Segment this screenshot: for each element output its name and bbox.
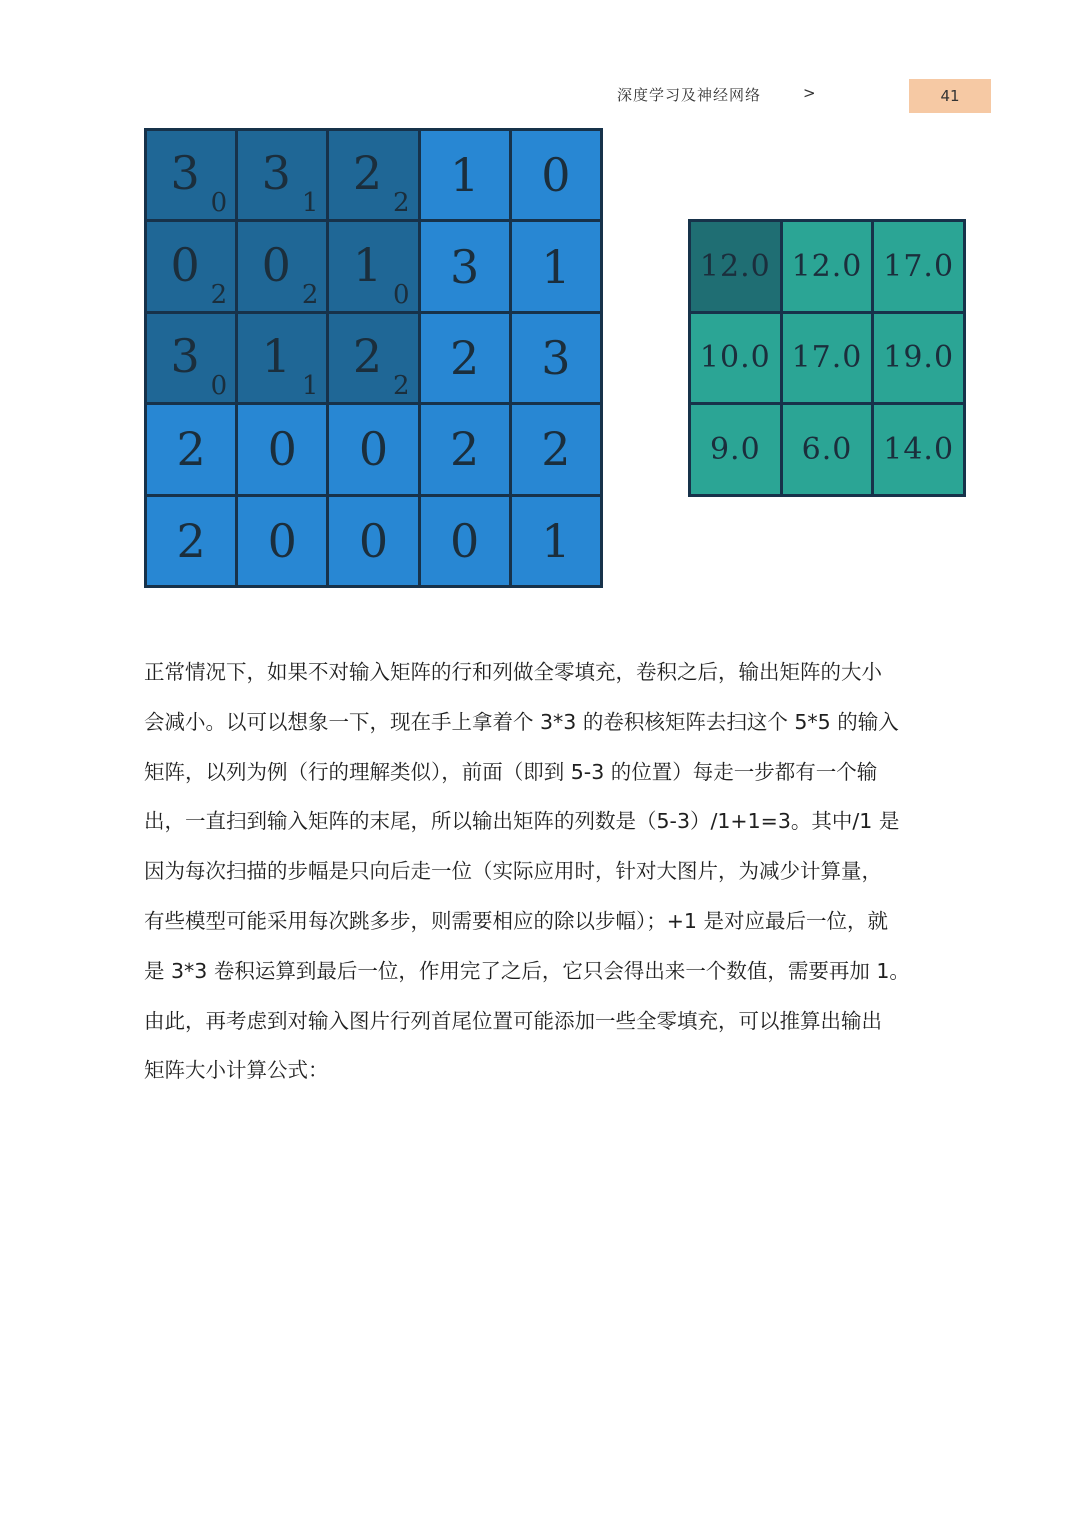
- input-matrix-cell: [512, 497, 600, 585]
- input-cell-value: 0: [358, 422, 389, 477]
- input-cell-value: 2: [176, 422, 206, 477]
- input-cell-value: 0: [267, 513, 297, 568]
- body-line: 正常情况下，如果不对输入矩阵的行和列做全零填充，卷积之后，输出矩阵的大小: [144, 660, 882, 684]
- input-matrix-cell: [512, 314, 600, 402]
- input-matrix-cell: [421, 222, 509, 310]
- input-matrix-cell: [147, 497, 235, 585]
- body-line: 因为每次扫描的步幅是只向后走一位（实际应用时，针对大图片，为减少计算量，: [144, 859, 882, 884]
- output-matrix-cell: 12.0: [691, 222, 780, 311]
- input-cell-value: 2: [176, 513, 206, 568]
- body-line: 是 3*3 卷积运算到最后一位，作用完了之后，它只会得出来一个数值，需要再加 1。: [144, 958, 910, 983]
- input-cell-value: 2: [352, 328, 383, 383]
- input-cell-value: 1: [541, 239, 571, 294]
- input-matrix-cell: [329, 222, 417, 310]
- kernel-weight: 1: [301, 188, 319, 219]
- output-matrix-cell: 10.0: [691, 314, 780, 403]
- input-matrix-cell: [329, 405, 417, 493]
- kernel-weight: 2: [301, 279, 319, 310]
- input-cell-value: 0: [450, 513, 480, 568]
- input-matrix-cell: [512, 222, 600, 310]
- body-line: 出，一直扫到输入矩阵的末尾，所以输出矩阵的列数是（5-3）/1+1=3。其中/1 是: [144, 809, 900, 834]
- input-cell-value: 1: [450, 148, 480, 203]
- header-arrow: >: [803, 84, 816, 102]
- body-line: 由此，再考虑到对输入图片行列首尾位置可能添加一些全零填充，可以推算出输出: [144, 1008, 882, 1033]
- input-matrix-cell: [238, 497, 326, 585]
- input-matrix-cell: [512, 405, 600, 493]
- page-number-badge: 41: [909, 79, 991, 113]
- input-cell-value: 3: [541, 330, 571, 385]
- input-cell-value: 3: [450, 239, 480, 294]
- input-cell-value: 3: [261, 146, 291, 201]
- input-cell-value: 2: [352, 146, 383, 201]
- input-matrix: [144, 128, 603, 588]
- kernel-weight: 2: [210, 279, 228, 310]
- output-matrix-cell: 12.0: [783, 222, 872, 311]
- input-cell-value: 0: [261, 237, 291, 292]
- body-paragraph: [144, 648, 939, 1096]
- input-matrix-cell: [329, 314, 417, 402]
- input-matrix-cell: [147, 405, 235, 493]
- input-matrix-cell: [238, 131, 326, 219]
- input-cell-value: 2: [541, 422, 571, 477]
- input-matrix-cell: [238, 405, 326, 493]
- input-matrix-cell: [421, 405, 509, 493]
- input-cell-value: 0: [267, 422, 297, 477]
- kernel-weight: 0: [393, 279, 410, 310]
- output-matrix: [688, 219, 966, 497]
- body-line: 会减小。以可以想象一下，现在手上拿着个 3*3 的卷积核矩阵去扫这个 5*5 的输入: [144, 709, 899, 734]
- output-matrix-cell: 17.0: [783, 314, 872, 403]
- kernel-weight: 0: [210, 188, 228, 219]
- body-line: 矩阵，以列为例（行的理解类似），前面（即到 5-3 的位置）每走一步都有一个输: [144, 759, 878, 784]
- input-cell-value: 2: [450, 422, 480, 477]
- input-matrix-cell: [147, 314, 235, 402]
- input-matrix-cell: [421, 314, 509, 402]
- input-cell-value: 1: [261, 328, 291, 383]
- output-matrix-cell: 9.0: [691, 405, 780, 494]
- input-matrix-cell: [329, 131, 417, 219]
- input-cell-value: 3: [170, 146, 200, 201]
- input-cell-value: 1: [352, 237, 383, 292]
- input-cell-value: 3: [170, 328, 200, 383]
- kernel-weight: 2: [393, 188, 410, 219]
- header-title: 深度学习及神经网络: [617, 86, 762, 104]
- kernel-weight: 0: [210, 371, 228, 402]
- input-matrix-cell: [238, 222, 326, 310]
- kernel-weight: 1: [301, 371, 319, 402]
- body-line: 有些模型可能采用每次跳多步，则需要相应的除以步幅）；+1 是对应最后一位，就: [144, 908, 888, 933]
- input-cell-value: 0: [170, 237, 200, 292]
- input-cell-value: 1: [541, 513, 571, 568]
- output-matrix-cell: 6.0: [783, 405, 872, 494]
- input-matrix-cell: [329, 497, 417, 585]
- body-line: 矩阵大小计算公式：: [144, 1058, 329, 1083]
- input-matrix-cell: [238, 314, 326, 402]
- output-matrix-cell: 14.0: [874, 405, 963, 494]
- input-matrix-cell: [421, 497, 509, 585]
- input-matrix-cell: [147, 222, 235, 310]
- input-cell-value: 0: [358, 513, 389, 568]
- input-matrix-cell: [512, 131, 600, 219]
- input-cell-value: 0: [541, 148, 571, 203]
- input-matrix-cell: [147, 131, 235, 219]
- input-cell-value: 2: [450, 330, 480, 385]
- kernel-weight: 2: [393, 371, 410, 402]
- input-matrix-cell: [421, 131, 509, 219]
- output-matrix-cell: 19.0: [874, 314, 963, 403]
- output-matrix-cell: 17.0: [874, 222, 963, 311]
